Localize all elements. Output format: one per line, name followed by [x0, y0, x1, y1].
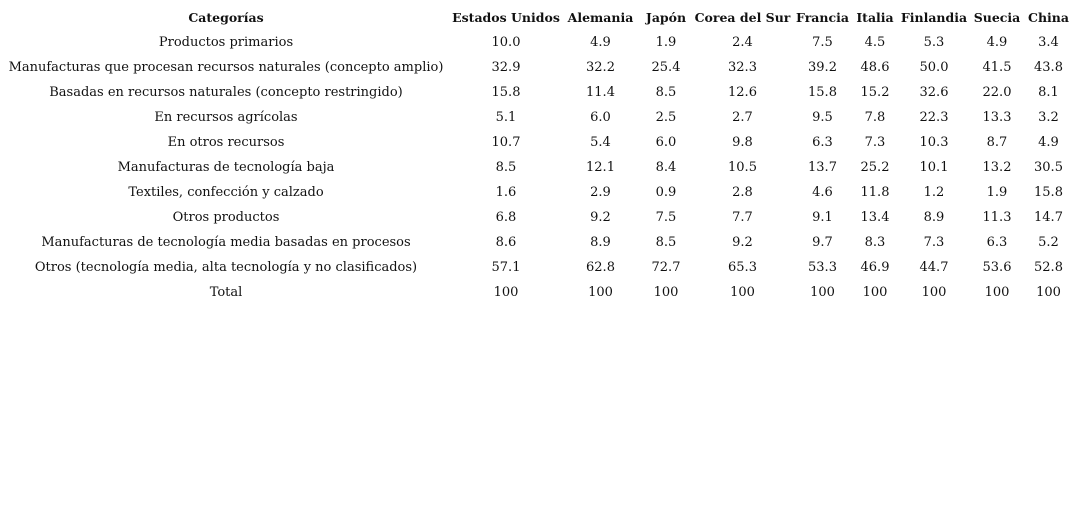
table-cell: 2.8: [732, 185, 753, 200]
table-cell: 41.5: [982, 60, 1012, 75]
table-row: [2, 280, 1074, 305]
table-cell: 32.6: [919, 85, 949, 100]
table-body: [2, 30, 1074, 305]
table-cell: 8.9: [923, 210, 945, 225]
header-column: Suecia: [973, 10, 1021, 25]
header-column: Corea del Sur: [694, 10, 791, 25]
table-cell: 3.4: [1038, 35, 1059, 50]
table-cell: 43.8: [1034, 60, 1063, 75]
table-row: [2, 255, 1074, 280]
table-cell: 13.3: [982, 110, 1012, 125]
table-cell: 100: [984, 285, 1010, 300]
table-cell: 5.2: [1038, 235, 1059, 250]
table-cell: 46.9: [860, 260, 890, 275]
table-cell: 32.9: [491, 60, 521, 75]
table-cell: 32.2: [586, 60, 615, 75]
table-cell: 9.5: [812, 110, 833, 125]
table-cell: 9.2: [590, 210, 611, 225]
table-cell: 9.7: [812, 235, 833, 250]
table-cell: 6.3: [812, 135, 833, 150]
table-cell: 4.9: [590, 35, 611, 50]
row-label: Manufacturas de tecnología baja: [117, 160, 335, 175]
table-cell: 53.3: [808, 260, 837, 275]
table-cell: 1.6: [495, 185, 517, 200]
table-cell: 100: [588, 285, 613, 300]
table-cell: 11.3: [982, 210, 1012, 225]
table-cell: 12.1: [586, 160, 615, 175]
table-cell: 8.3: [864, 235, 886, 250]
table-cell: 57.1: [491, 260, 521, 275]
table-cell: 2.4: [732, 35, 753, 50]
header-column: Finlandia: [900, 10, 968, 25]
row-label: En otros recursos: [167, 135, 285, 150]
table-cell: 8.5: [655, 235, 677, 250]
table-cell: 39.2: [808, 60, 837, 75]
table-row: [2, 30, 1074, 55]
row-label: Basadas en recursos naturales (concepto restringido): [49, 85, 403, 100]
table-row: [2, 230, 1074, 255]
table-header: [2, 5, 1074, 30]
table-cell: 8.5: [655, 85, 677, 100]
row-label: Manufacturas que procesan recursos naturales (concepto amplio): [8, 60, 444, 75]
table-cell: 100: [921, 285, 947, 300]
table-cell: 48.6: [860, 60, 890, 75]
table-row: [2, 205, 1074, 230]
header-row: [2, 5, 1074, 30]
table-cell: 53.6: [982, 260, 1012, 275]
row-label: Textiles, confección y calzado: [128, 185, 324, 200]
table-cell: 1.9: [986, 185, 1008, 200]
table-cell: 5.1: [495, 110, 517, 125]
table-row: [2, 180, 1074, 205]
table-cell: 100: [810, 285, 835, 300]
header-category: Categorías: [188, 10, 264, 25]
table-cell: 10.0: [491, 35, 521, 50]
table-cell: 13.7: [808, 160, 837, 175]
table-cell: 100: [862, 285, 888, 300]
table-cell: 6.3: [986, 235, 1008, 250]
table-cell: 3.2: [1038, 110, 1059, 125]
table-cell: 22.0: [982, 85, 1012, 100]
table-cell: 8.7: [986, 135, 1008, 150]
table-cell: 10.3: [919, 135, 949, 150]
table-cell: 13.4: [860, 210, 890, 225]
header-column: Francia: [796, 10, 849, 25]
header-column: China: [1028, 10, 1069, 25]
table-cell: 5.3: [923, 35, 945, 50]
table-cell: 7.3: [923, 235, 945, 250]
table-cell: 100: [730, 285, 755, 300]
table-row: [2, 55, 1074, 80]
table-cell: 8.6: [495, 235, 517, 250]
table-cell: 15.2: [860, 85, 890, 100]
table-cell: 15.8: [491, 85, 521, 100]
table-cell: 50.0: [919, 60, 949, 75]
table-cell: 7.8: [864, 110, 886, 125]
table-cell: 22.3: [919, 110, 949, 125]
header-column: Alemania: [567, 10, 634, 25]
table-cell: 9.8: [732, 135, 753, 150]
data-table-container: [2, 5, 1074, 305]
table-cell: 8.1: [1038, 85, 1059, 100]
row-label: Total: [209, 285, 243, 300]
table-cell: 2.5: [655, 110, 677, 125]
table-cell: 1.2: [923, 185, 945, 200]
table-cell: 25.2: [860, 160, 890, 175]
table-cell: 7.3: [864, 135, 886, 150]
table-cell: 0.9: [655, 185, 677, 200]
table-cell: 65.3: [728, 260, 757, 275]
header-column: Estados Unidos: [452, 10, 560, 25]
table-cell: 5.4: [590, 135, 611, 150]
table-cell: 32.3: [728, 60, 757, 75]
table-cell: 11.4: [586, 85, 615, 100]
table-cell: 100: [1036, 285, 1061, 300]
table-cell: 6.0: [655, 135, 677, 150]
row-label: Otros productos: [172, 210, 280, 225]
table-row: [2, 155, 1074, 180]
header-column: Italia: [856, 10, 894, 25]
table-cell: 15.8: [1034, 185, 1063, 200]
table-cell: 72.7: [651, 260, 681, 275]
table-cell: 9.1: [812, 210, 833, 225]
table-cell: 1.9: [655, 35, 677, 50]
table-cell: 7.5: [812, 35, 833, 50]
table-cell: 52.8: [1034, 260, 1063, 275]
table-cell: 8.5: [495, 160, 517, 175]
table-cell: 7.5: [655, 210, 677, 225]
table-cell: 44.7: [919, 260, 949, 275]
table-cell: 100: [653, 285, 679, 300]
row-label: Productos primarios: [158, 35, 294, 50]
table-cell: 9.2: [732, 235, 753, 250]
table-cell: 2.9: [590, 185, 611, 200]
table-cell: 12.6: [728, 85, 757, 100]
row-label: Manufacturas de tecnología media basadas en procesos: [41, 235, 411, 250]
table-cell: 4.6: [812, 185, 833, 200]
table-row: [2, 80, 1074, 105]
table-cell: 14.7: [1034, 210, 1063, 225]
table-cell: 4.5: [864, 35, 886, 50]
table-cell: 6.8: [495, 210, 517, 225]
table-cell: 4.9: [986, 35, 1008, 50]
table-cell: 10.1: [919, 160, 949, 175]
table-cell: 8.4: [655, 160, 677, 175]
header-column: Japón: [645, 10, 687, 25]
table-cell: 7.7: [732, 210, 753, 225]
table-cell: 10.7: [491, 135, 521, 150]
table-cell: 2.7: [732, 110, 753, 125]
table-cell: 62.8: [586, 260, 615, 275]
table-cell: 30.5: [1034, 160, 1063, 175]
table-cell: 4.9: [1038, 135, 1059, 150]
row-label: En recursos agrícolas: [154, 110, 298, 125]
table-cell: 100: [493, 285, 519, 300]
table-cell: 11.8: [860, 185, 890, 200]
table-cell: 8.9: [590, 235, 611, 250]
table-row: [2, 130, 1074, 155]
table-row: [2, 105, 1074, 130]
data-table: [2, 5, 1074, 305]
table-cell: 25.4: [651, 60, 681, 75]
row-label: Otros (tecnología media, alta tecnología y no clasificados): [34, 260, 418, 275]
table-cell: 6.0: [590, 110, 611, 125]
table-cell: 15.8: [808, 85, 837, 100]
table-cell: 10.5: [728, 160, 757, 175]
table-cell: 13.2: [982, 160, 1012, 175]
